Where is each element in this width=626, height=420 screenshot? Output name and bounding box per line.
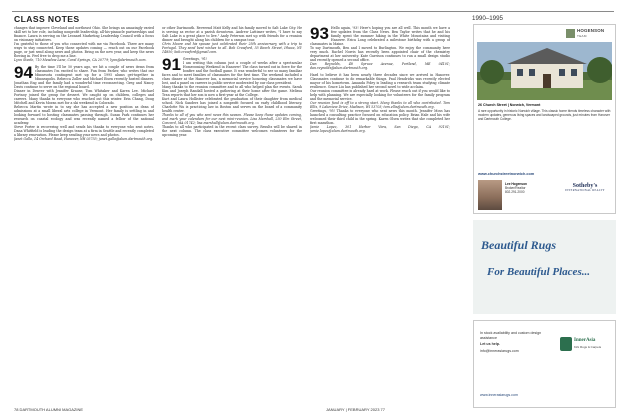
c3-section	[310, 26, 450, 46]
c2-para-7: Thanks to all who participated in the recent class survey. Results will be shared in the next column. The class executive committee welcomes volunteers for the upcoming year.	[162, 125, 302, 138]
c1-para-4: Dinner in Denver with Jennifer Krause, Tom Whitaker and Karen Lee. Michael Portnoy joined the group for dessert. We caught up on children, colleges and careers. Many thanks to everyone who reached out this winter. Erin Chang, Doug Mitchell and Kevin Moran met for a ski weekend in Colorado.	[14, 89, 154, 106]
brokerage-sub: INTERNATIONAL REALTY	[565, 188, 605, 192]
c1-para-5: Rebecca Martin wrote in to say she has accepted a new position as dean of admissions at a small liberal arts college in Vermont. Her family is settling in and looking forward to hosting classmates passing through. Susan Park continues her research on coastal ecology and was recently named a fellow of the national academy.	[14, 105, 154, 126]
c3-para-1: To say Dartmouth, Ben and I moved to Burlington. We enjoy the community here very much. Rachel Norris has recently been appointed chair of the chemistry department at her university. Kate Garrison continues to run a small design studio and recently opened a second office.	[310, 46, 450, 63]
agent-name: Lee Hogenson	[505, 182, 527, 186]
c3-para-3: Hard to believe it has been nearly three decades since we arrived in Hanover. Classmates continue to do remarkable things. Paul Hendricks was recently elected mayor of his hometown. Amanda Foley is leading a research team studying climate resilience. Grace Liu has published her second novel to wide acclaim.	[310, 73, 450, 90]
c3-para-7: Jamie Lopez, 301 Harbor View, San Diego, CA 92101; jamie.lopez@alum.dartmouth.org.	[310, 125, 450, 134]
agency-logo-name: HOGENSON	[577, 28, 605, 33]
agent-block	[478, 180, 613, 212]
c2-para-5: Kurt and Laura Hollister celebrated the graduation of their daughter from medical school. Nick Sanders has joined a nonprofit focused on early childhood literacy. Charlotte Wu is practicing law in Boston and serves on the board of a community health center.	[162, 97, 302, 114]
column-3	[310, 26, 450, 406]
listing-caption	[478, 103, 613, 122]
rug-logo-icon	[560, 337, 572, 351]
rug-ad-line-2: Let us help.	[480, 342, 500, 347]
rug-logo-name: InnerAsia	[574, 338, 596, 343]
rug-company-logo	[560, 335, 612, 357]
listing-url-link[interactable]: www.churchstreetnorwich.com	[478, 172, 535, 176]
listing-body: A rare opportunity in historic Norwich village. This classic home blends timeless character with modern updates, generous living spaces and landscaped grounds, just minutes from Hanover and Dartmouth College.	[478, 108, 611, 121]
class-year-dropcap: 93	[310, 26, 329, 43]
rug-url-link[interactable]: www.innerasiarugs.com	[480, 393, 518, 397]
c3-para-2: Dan Reynolds, 48 Spruce Avenue, Portland, ME 04101; dan.reynolds@alum.dartmouth.org.	[310, 62, 450, 71]
rug-tagline-2: For Beautiful Places...	[487, 266, 590, 278]
c3-para-0: Hello again, '93! Here's hoping you are all well. This month we have a few updates from the Class News. Ben Taylor writes that he and his family spent the summer hiking in the White Mountains and visiting Hanover. Erica Long celebrated a milestone birthday with a group of classmates in Maine.	[310, 26, 450, 47]
c2-para-3: I am writing this column just a couple of weeks after a spectacular Homecoming Weekend in Hanover! The class turned out in force for the bonfire and the football game. It was wonderful to see so many familiar faces and to meet families of classmates for the first time. The weekend included a class dinner at the Hanover Inn, a memorial service honoring classmates we have lost, and a panel on careers in public service moderated by our class president.	[162, 61, 302, 86]
rug-ad-line-1: In stock availability and custom design assistance	[480, 331, 542, 340]
class-years: 1990–1995	[472, 15, 503, 22]
class-year-dropcap: 91	[162, 55, 181, 75]
agent-info	[505, 182, 555, 194]
c1-para-6: Steve Porter is recovering well and sends his thanks to everyone who sent notes. Dana Whitfield is leading the design team at a firm in Seattle and recently completed a library renovation. Please keep sending your news and photos.	[14, 125, 154, 138]
folio-right: JANUARY | FEBRUARY 2023 77	[326, 407, 385, 412]
c3-para-5: Our reunion fund is off to a strong start. Many thanks to all who contributed. Tom Ellis, 9 Lakeview Drive, Madison, WI 53703; tom.ellis@alum.dartmouth.org.	[310, 101, 450, 110]
header-rule	[12, 11, 614, 12]
c2-para-2: Greetings, '91!	[182, 57, 208, 62]
agent-photo	[478, 180, 502, 210]
c1-section	[14, 65, 154, 89]
agency-logo-sub: TEAM	[577, 33, 587, 38]
rug-ad-contact[interactable]	[473, 320, 616, 408]
c1-para-7: Janet Gallo, 14 Orchard Road, Hanover, NH 03755; janet.gallo@alum.dartmouth.org.	[14, 137, 154, 142]
column-1	[14, 26, 154, 406]
class-year-dropcap: 94	[14, 63, 33, 83]
folio-left: 78 DARTMOUTH ALUMNI MAGAZINE	[14, 407, 84, 412]
agency-logo	[566, 28, 612, 40]
rug-logo-sub: Kirk Rugs & Carpets	[574, 345, 602, 349]
rug-tagline-1: Beautiful Rugs	[481, 238, 557, 252]
column-2	[162, 26, 302, 406]
rug-ad-text	[480, 331, 550, 355]
listing-title: 26 Church Street | Norwich, Vermont	[478, 103, 541, 107]
c1-para-3: By the time I'll be 50 years ago, we hit a couple of news items from classmates I'm excited to share. Fun from Parker, who writes that our Minnesota contingent met up for a 1995 alums get-together in Minneapolis. Rebecca Zoller and Michael Eisen recently hosted dinners. Jonathan Eng and the family had a wonderful time reconnecting. Greg and Nancy Davis continue to serve on the regional board.	[14, 65, 154, 90]
page-title: CLASS NOTES	[14, 14, 80, 24]
c2-para-1: Chris Moore and his spouse just celebrated their 25th anniversary with a trip to Portugal. They send best wishes to all. Bob Crawford, 55 Beech Street, Ithaca, NY 14850; bob.crawford@gmail.com.	[162, 42, 302, 55]
c1-para-1: I'm grateful to those of you who connected with me via Facebook. There are many ways to stay connected. Keep those updates coming — reach out on our Facebook page, or just send along news and photos. Bring on the new year, and keep the news flowing in. Feel free to drop me a line.	[14, 42, 154, 59]
rug-ad-email[interactable]: info@innerasiarugs.com	[480, 348, 519, 353]
agency-logo-icon	[566, 29, 575, 38]
c1-para-0: changes that improve Cleveland and northeast Ohio. She brings an amazingly varied skill set to her role, including nonprofit leadership, all-his-pinnacle partnerships and finance. Laura is serving on the Leonard Marketing Leadership Council with a focus on visionary initiatives.	[14, 26, 154, 43]
brokerage-logo	[560, 184, 610, 193]
c3-para-4: Our reunion committee is already hard at work. Please reach out if you would like to help with planning. We are especially looking for volunteers for the family program and the memorial service.	[310, 89, 450, 102]
c2-para-6: Thanks to all of you who sent news this season. Please keep those updates coming, and mark your calendars for our next mini-reunion. Lisa Marshall, 230 Elm Street, Concord, MA 01742; lisa.marshall@alum.dartmouth.org.	[162, 113, 302, 126]
c2-para-0: or other Dartmouth. Reverend Matt Kelly and his family moved to Salt Lake City. He is serving as rector at a parish downtown. Andrew Lattimer writes, "I have to say Salt Lake is a great place to live." Andy Peterson met up with friends for a reunion dinner and brought along his children for a campus tour.	[162, 26, 302, 43]
house-photo	[477, 42, 612, 100]
c1-para-2: Lynn Steele, 710 Meadow Lane, Coral Springs, CA 20779; lynn@dartmouth.com.	[14, 58, 147, 63]
agent-phone[interactable]: 802.291.2000	[505, 190, 525, 195]
rug-ad-banner[interactable]	[473, 220, 616, 314]
brokerage-name: Sotheby's	[572, 183, 598, 189]
ad-column	[473, 24, 616, 408]
agent-title: Broker/Realtor	[505, 186, 526, 191]
real-estate-ad[interactable]	[473, 24, 616, 214]
c2-para-4: Many thanks to the reunion committee and to all who helped plan the events. Sarah Kim and Joseph Randall hosted a gathering at their home after the game. Melissa Tran reports that her son is now a first-year at the College.	[162, 85, 302, 98]
c3-para-6: Greetings, '95! Thanks to everyone who sent news this month. Jennifer Moss has launched a consulting practice focused on education policy. Brian Hale and his wife welcomed their third child in the spring. Karen Olsen writes that she completed her first marathon.	[310, 109, 450, 126]
